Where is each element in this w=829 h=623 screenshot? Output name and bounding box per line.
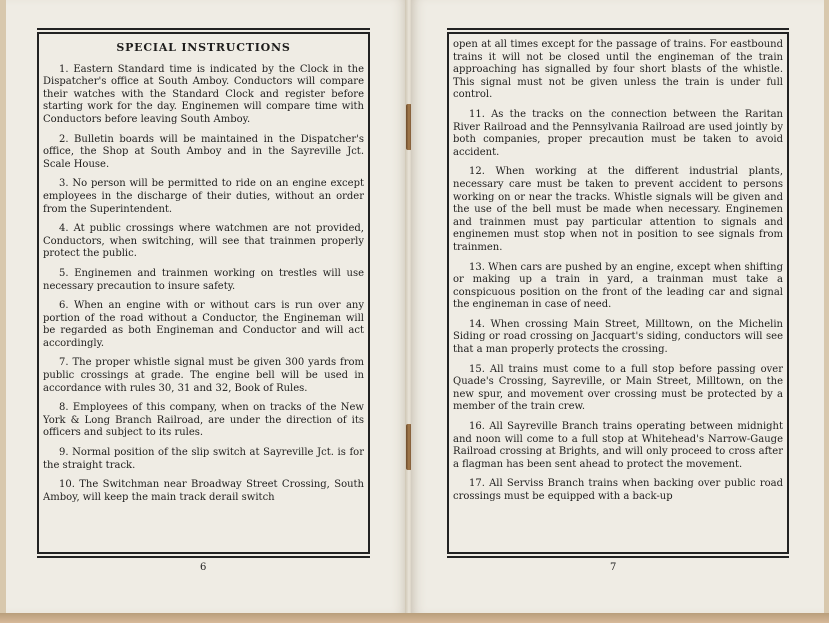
instruction-16: 16. All Sayreville Branch trains operating between midnight and noon will come to a full stop at Whitehead's Narrow-Gauge Railroad crossing at Brights, and will only proceed to cross after a flagman has been sent ahead to protect the movement. xyxy=(453,421,783,470)
instruction-4: 4. At public crossings where watchmen are not provided, Conductors, when switching, will see that trainmen properly protect the public. xyxy=(43,223,364,260)
instruction-17: 17. All Serviss Branch trains when backing over public road crossings must be equipped with a back-up xyxy=(453,478,783,502)
instruction-7: 7. The proper whistle signal must be given 300 yards from public crossings at grade. The engine bell will be used in accordance with rules 30, 31 and 32, Book of Rules. xyxy=(43,357,364,394)
instruction-10: 10. The Switchman near Broadway Street Crossing, South Amboy, will keep the main track derail switch xyxy=(43,479,364,503)
left-page xyxy=(6,0,407,613)
instruction-12: 12. When working at the different industrial plants, necessary care must be taken to prevent accident to persons working on or near the tracks. Whistle signals will be given and the use of the bell must be made when necessary. Enginemen and trainmen must pay particular attention to signals and enginemen must stop when not in position to see signals from trainmen. xyxy=(453,166,783,253)
right-page-border xyxy=(447,32,789,554)
instruction-11: 11. As the tracks on the connection between the Raritan River Railroad and the Pennsylvania Railroad are used jointly by both companies, proper precaution must be taken to avoid accident. xyxy=(453,108,783,158)
right-page xyxy=(411,0,824,613)
instruction-1: 1. Eastern Standard time is indicated by the Clock in the Dispatcher's office at South Amboy. Conductors will compare their watches with the Standard Clock and register before starting work for the day. Enginemen will compare time with Conductors before leaving South Amboy. xyxy=(43,63,364,125)
instruction-10-continued: open at all times except for the passage of trains. For eastbound trains it will not be closed until the engineman of the train approaching has signalled by four short blasts of the whistle. This signal must not be given unless the train is under full control. xyxy=(453,39,783,101)
left-page-text xyxy=(43,39,364,549)
special-instructions-heading: SPECIAL INSTRUCTIONS xyxy=(116,41,291,54)
instruction-8: 8. Employees of this company, when on tracks of the New York & Long Branch Railroad, are under the direction of its officers and subject to its rules. xyxy=(43,402,364,439)
instruction-2: 2. Bulletin boards will be maintained in the Dispatcher's office, the Shop at South Amboy and in the Sayreville Jct. Scale House. xyxy=(43,133,364,170)
instruction-13: 13. When cars are pushed by an engine, except when shifting or making up a train in yard, a trainman must take a conspicuous position on the front of the leading car and signal the engineman in case of need. xyxy=(453,261,783,311)
page-number-left: 6 xyxy=(200,562,207,573)
instruction-15: 15. All trains must come to a full stop before passing over Quade's Crossing, Sayreville, or Main Street, Milltown, on the new spur, and movement over crossing must be protected by a member of the train crew. xyxy=(453,363,783,413)
instruction-9: 9. Normal position of the slip switch at Sayreville Jct. is for the straight track. xyxy=(43,447,364,471)
booklet-bottom-edge xyxy=(0,613,829,623)
right-page-text xyxy=(453,39,783,549)
instruction-5: 5. Enginemen and trainmen working on trestles will use necessary precaution to insure safety. xyxy=(43,267,364,292)
page-number-right: 7 xyxy=(610,562,617,573)
left-page-border xyxy=(37,32,370,554)
instruction-6: 6. When an engine with or without cars is run over any portion of the road without a Conductor, the Engineman will be regarded as both Engineman and Conductor and will act accordingly. xyxy=(43,300,364,349)
instruction-3: 3. No person will be permitted to ride on an engine except employees in the discharge of their duties, without an order from the Superintendent. xyxy=(43,178,364,215)
instruction-14: 14. When crossing Main Street, Milltown, on the Michelin Siding or road crossing on Jacquart's siding, conductors will see that a man properly protects the crossing. xyxy=(453,318,783,356)
